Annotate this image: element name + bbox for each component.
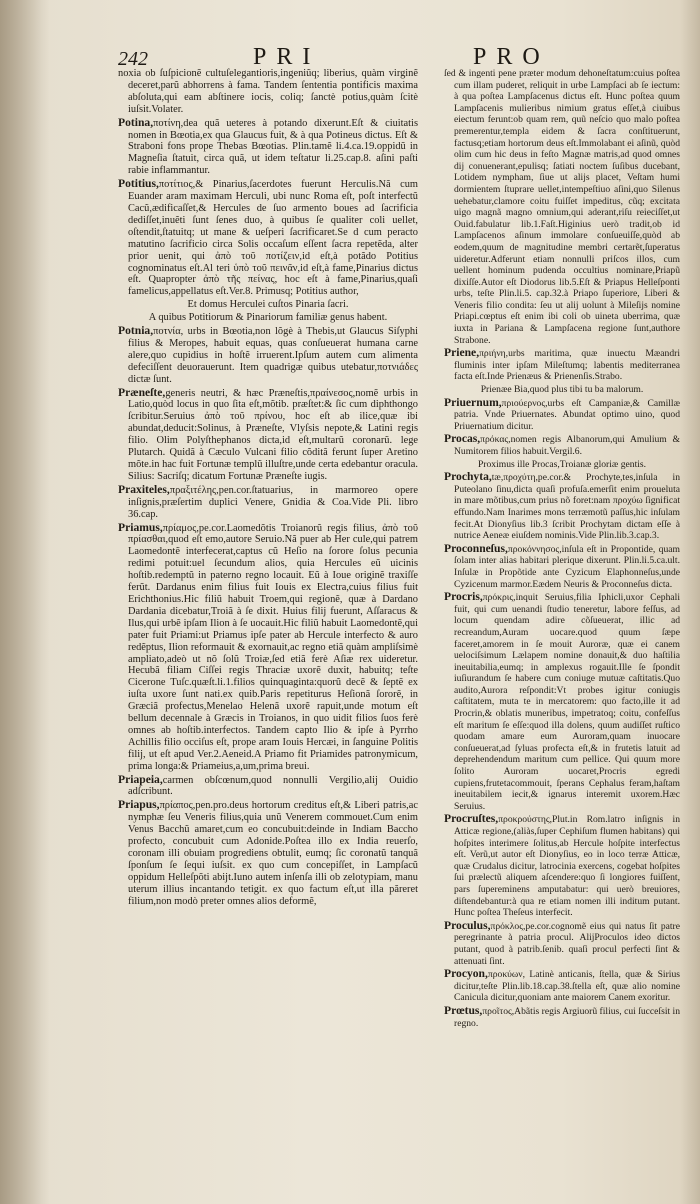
right-running-head: PRO: [473, 44, 550, 70]
entry-text: carmen obſcœnum,quod nonnulli Vergilio,alij Ouidio adſcribunt.: [128, 774, 418, 798]
verse-quote: Proximus ille Procas,Troianæ gloriæ gentis.: [477, 458, 647, 470]
entry-text: προκόννησος,inſula eſt in Propontide, quam ſolam inter alias habitari plerique dixerunt. Plin.li.5.ca.ult. Inſulæ in Propõtide ante Cyzicum Elaphonneſus,unde Cyzicenum marmor.Eædem Neuris & Proconneſus dicta.: [454, 543, 680, 590]
entry-text: πριούερνος,urbs eſt Campaniæ,& Camillæ patria. Vnde Priuernates. Abundat optimo uino, quod Priuernatium dicitur.: [454, 397, 680, 432]
entry-headword: Prochyta,: [444, 470, 492, 484]
dictionary-entry: [118, 799, 418, 907]
left-column: [118, 68, 418, 909]
entry-headword: Priene,: [444, 346, 480, 360]
entry-headword: Priuernum,: [444, 395, 502, 409]
entry-headword: Præneſte,: [118, 385, 166, 399]
dictionary-entry: [444, 433, 680, 457]
entry-text: προκρούστης,Plut.in Rom.latro inſignis in Atticæ regione,(aliàs,ſuper Cephiſum flumen habitans) qui hoſpites interimere ſolitus,ab Hercule hoſpite interfectus eſt. Verũ,ut autor eſt Dionyſius, eo in loco terræ Atticæ, quæ Crudalus dicitur, latrocinia exercens, cogebat hoſpites ſui prælectũ aliquem aſcendere:quo ſi longiores fuiſſent, pars ſupereminens amputabatur: qui uerò breuiores, diſtendebantur:à qua re etiam nomen illi inditum putant. Hunc poſtea Theſeus interfecit.: [454, 814, 680, 919]
entry-text: πρίαπος,pen.pro.deus hortorum creditus eſt,& Liberi patris,ac nymphæ ſeu Veneris filius,quia unũ Venerem commouet.Cum enim Venus Bacchũ amaret,cum eo concubuit:deinde in Indiam Baccho profecto, concubuit cum Adonide.Poſtea illo ex India reuerſo, coronam illi obuiam progrediens obtulit, eumq; ſic coronatũ tanquã ſponſum ſe ſequi iuſsit. ex quo cum concepiſſet, in Lampſacũ oppidum Helleſpõti abijt.Iuno autem inſenſa illi ob zelotypiam, manu uterum illius incantando tetigit. ex quo factum eſt,ut illa păreret filium,non modò preter omnes alios deformẽ,: [128, 800, 418, 907]
entry-text: πρόκλος,pe.cor.cognomẽ eius qui natus ſit patre peregrinante à patria procul. AlijProculos ideo dictos putant, quod à patrib.ſenib. quaſi procul perfecti ſint & attenuati ſint.: [454, 920, 680, 967]
entry-text: ποτίνη,dea quã ueteres à potando dixerunt.Eſt & ciuitatis nomen in Bœotia,ex qua Glaucus fuit, & à qua Potineus dictus. Eſt & Straboni fons prope Thebas Bœotias. Plin.tamẽ li.4.ca.19.oppidũ in Magneſia ſtatuit, circa quã, ut idem teſtatur li.25.cap.8. aſini paſti rabie inflammantur.: [128, 117, 418, 177]
dictionary-entry: [118, 325, 418, 386]
entry-continuation: [444, 68, 680, 346]
entry-headword: Procyon,: [444, 967, 488, 981]
verse-quote: A quibus Potitiorum & Pinariorum familiæ genus habent.: [148, 312, 388, 324]
entry-text: προκύων, Latinè anticanis, ſtella, quæ & Sirius dicitur,teſte Plin.lib.18.cap.38.ſtella eſt, quæ alio nomine Canicula dicitur,quoniam ante maiorem Canem exoritur.: [454, 969, 680, 1004]
entry-headword: Potina,: [118, 115, 154, 129]
entry-text: ποτίτιος,& Pinarius,ſacerdotes fuerunt Herculis.Nã cum Euander aram maximam Herculi, ubi nunc Roma eſt, poſt interfectũ Cacũ,ædificaſſet,& Hercules de ſuo armento boues ad ſacrificia dediſſet,inuẽti ſunt ſenes duo, à quibus ſe qualiter coli uellet, oſtendit,ſtatuitq; ut mane & ueſperi ſacrificaret.Se d cum peracto matutino ſacrificio circa Solis occaſum eſſent ſacra repetẽda, alter prior uenit, qui ἀπὸ τοῦ ποτίζειν,id eſt,à potãdo Potitius cognominatus eſt.Al teri ὑπὸ τοῦ πεινᾶν,id eſt,à fame,Pinarius dictus eſt. Quapropter ἀπὸ τῆς πείνας, hoc eſt à fame,Pinarius,quaſi famelicus,appellatus eſt.Ver.8. Primusq; Potitius author,: [128, 179, 418, 298]
entry-headword: Procruſtes,: [444, 812, 499, 826]
entry-headword: Priapus,: [118, 798, 160, 812]
entry-text: πρόκας,nomen regis Albanorum,qui Amulium & Numitorem filios habuit.Vergil.6.: [454, 434, 680, 457]
right-column: [444, 68, 680, 1030]
verse-quote: Prienæe Bia,quod plus tibi tu ba malorum.: [480, 384, 644, 396]
entry-headword: Proconneſus,: [444, 541, 508, 555]
dictionary-entry: [444, 968, 680, 1004]
dictionary-entry: [118, 522, 418, 773]
verse-quote: Et domus Herculei cuſtos Pinaria ſacri.: [187, 299, 349, 311]
dictionary-entry: [118, 387, 418, 483]
page-edge: [680, 0, 700, 1204]
entry-headword: Proculus,: [444, 918, 491, 932]
dictionary-entry: [118, 774, 418, 799]
entry-text: noxia ob ſuſpicionẽ cultuſelegantioris,ingeniũq; liberius, quàm virginẽ deceret,parũ abhorrens à fama. Tandem ſententia pontificis maxima abſoluta,qui eam abſtinere iocis, coliq; ſanctè potius,quàm ſcitè iuſsit.Volater.: [118, 68, 418, 115]
dictionary-entry: [118, 178, 418, 298]
page-header: [118, 44, 640, 70]
dictionary-entry: [444, 1005, 680, 1029]
dictionary-entry: [444, 813, 680, 918]
dictionary-entry: [444, 471, 680, 542]
entry-headword: Praxiteles,: [118, 482, 170, 496]
entry-headword: Potitius,: [118, 177, 159, 191]
entry-text: ποτνία, urbs in Bœotia,non lõgè à Thebis,ut Glaucus Siſyphi filius & Meropes, habuit equas, quas conſueuerat humana carne alere,quo cupidius in hoſtẽ irruerent.Ipſum autem cum alimenta defeciſſent deuorauerunt. Item quadrigæ quibus utebatur,ποτνιάδες dictæ ſunt.: [128, 326, 418, 385]
entry-text: tæ,προχύτη,pe.cor.& Prochyte,tes,inſula in Puteolano ſinu,dicta quaſi profuſa.emerſit enim proueluta in mare mõtibus,cum prius nõ foret:nam προχύω ſignificat effundo.Nam Inarimes mons terræmotũ paſſus,hic inſulam fecit.At Dionyſius lib.3 ſcribit Prochytam dictam eſſe à nutrice Aeneæ eiuſdem nominis.Vide Plin.lib.3.cap.3.: [454, 472, 680, 542]
entry-text: ſed & ingenti pene præter modum dehoneſtatum:cuius poſtea cum illam puderet, reliquit in urbe Lampſaci ab ſe iectum: à qua poſtea Lampſacenus dictus eſt. Hunc poſtea quum Lampſacenis mulieribus nimium gratus eſſet,à ciuibus eiectum ferunt:ob quam rem, quũ neſcio quo malo poſtea premerentur,templa eidem & ſacra conſtituerunt, factusq;etiam hortorum deus eſt.Immolabant ei aſinũ, quòd olim cum hic deus in feſto Magnæ matris,ad quod omnes dij conuenerant,epulisq; ſatiati noctem ſuſibus ducebant, Lotidem nympham, ſiue ut alijs placet, Veſtam humi dormientem ſtuprare uellet,intempeſtiuo aſini,quo Silenus uehebatur,clamore coitu fuiſſet impeditus, cũq; excitata uigo magnã magno omnium,qui aderant,riſu reieciſſet,ut Ouid.fabulatur lib.1.Faſt.Higinius uerò tradit,ob id Lampſacenos aſinum immolare conſueuiſſe,quòd ab eodem,quum de magnitudine membri certarẽt,ſuperatus uideretur.Adferunt etiam nonnulli priſcos illos, cum uellent hominum pudenda occultius nominare,Priapũ dixiſſe.Autor eſt Diodorus lib.5.Eſt & Priapus Helleſponti urbs, teſte Plin.li.5. cap.32.à Priapo ſuperiore, Liberi & Veneris filio condita: ſeu ut alij uolunt à Mileſijs nomine Priapi.cœptus eſt enim ibi coli ob uineta uberrima, quæ iuxta in Pariana & Lampſacena regione ſunt,authore Strabone.: [444, 68, 680, 346]
dictionary-entry: [444, 543, 680, 590]
entry-text: πρίαμος,pe.cor.Laomedõtis Troianorũ regis filius, ἀπὸ τοῦ πρίασθαι,quod eſt emo,autore Seruio.Nã puer ab Her cule,qui patrem Laomedontẽ interfecerat,captus cũ Heſio na ſorore ſolus pecunia redimi potuit:uel ſecundum alios, quia Hercules eũ uicinis hoſtib.redemptũ in paterno regno locauit. Eũ à Ioue originẽ traxiſſe ferũt. Dardanus enim filius fuit Iouis ex Electra,cuius filius fuit Erichthonius.Hic filiũ habuit Troem,qui regionẽ, quæ à Dardano Dardania dicebatur,Troiã à ſe dixit. Huius filij fuerunt, Aſſaracus & Ilus,qui urbẽ ipſam Ilion à ſe uocauit.Hic filiũ habuit Laomedontẽ,qui pater fuit Priami:ut Priamus ipſe pater ab Hercule interfecto & auro redẽptus, Ilion reformauit & exornauit,ac regno etiã quàm ampliſsimè ampliato,adeò ut nõ ſolũ Troiæ,ſed etiã ferè Aſiæ rex uideretur. Hecubã filiam Ciſſei regis Thraciæ uxorẽ duxit, habuitq; teſte Cicerone Tuſc.quæſt.li.1.filios quinquaginta:quorũ decẽ & ſeptẽ ex iuſta uxore ſunt nati.ex quib.Paris repetiturus Heſionã ſororẽ, in Græciã profectus,Menelao Helenã uxorẽ rapuit,unde motum eſt bellum decennale à Græcis in Troianos, in quo uidit filios ſuos ferè omnes ab hoſtib.interfectos. Tandem capto Ilio & ipſe à Pyrrho Achillis filio occiſus eſt, prope aram Iouis Hercæi, in ſanguine Politis filij, ut eſt apud Ver.2.Aeneid.A Priamo fit Priamides patronymicum, prima longa:& Priameius,a,um,prima breui.: [128, 522, 418, 772]
entry-continuation: [118, 68, 418, 116]
dictionary-entry: [444, 591, 680, 812]
left-running-head: PRI: [253, 44, 321, 70]
entry-headword: Procris,: [444, 590, 483, 604]
entry-text: πριήνη,urbs maritima, quæ inuectu Mæandri fluminis inter ipſam Mileſtumq; labentis mediterranea facta eſt.Inde Prienæus & Prienenſis.Strabo.: [454, 348, 680, 383]
dictionary-entry: [444, 920, 680, 967]
entry-headword: Priapeia,: [118, 772, 163, 786]
dictionary-entry: [444, 347, 680, 383]
entry-text: generis neutri, & hæc Præneſtis,πραίνεσος,nomẽ urbis in Latio,quòd locus in quo ſita eſt,mõtib. præſtet:& ſic cum diphthongo ſcribitur.Seruius ἀπὸ τοῦ πρίνου, hoc eſt ab ilice,quæ ibi abundat,deducit:Solinus, à Præneſte, Vlyſsis nepote,& Latini regis filio. Olim Polyſthephanos dicta,id eſt,multarũ coronarũ. lege Plutarch. Quidã à Cæculo Vulcani filio cõditã ferunt ſuper Aretino mõte.in hac fuit Fortunæ templũ illuſtre,unde certa edebantur oracula. Silius: Sacriſq; dicatum Fortunæ Præneſte iugis.: [128, 387, 418, 482]
page-number: 242: [118, 48, 148, 70]
entry-headword: Procas,: [444, 432, 481, 446]
entry-headword: Priamus,: [118, 520, 163, 534]
entry-text: πραξιτέλης,pen.cor.ſtatuarius, in marmoreo opere inſignis,præſertim duplici Venere, Gnidia & Coa.Vide Pli. libro 36.cap.: [128, 484, 418, 520]
dictionary-entry: [118, 484, 418, 521]
entry-headword: Prœtus,: [444, 1003, 483, 1017]
dictionary-entry: [444, 397, 680, 433]
dictionary-entry: [118, 117, 418, 178]
entry-headword: Potnia,: [118, 324, 154, 338]
entry-text: πρόκρις,inquit Seruius,filia Iphicli,uxor Cephali fuit, qui cum uenandi ſtudio teneretur, labore feſſus, ad locum quendam adire cõſueuerat, illic ad recreandum,Auram uocare.quod quum ſæpe faceret,amorem in ſe mouit Auroræ, quæ ei canem uelociſsimum Lælapem nomine donauit,& duo haſtilia ineuitabilia,eumq; in amplexus rogauit.Ille ſe ſpondit iuſiurandum ſe habere cum coniuge mutuæ caſtitatis.Quo audito,Aurora reſpondit:Vt probes igitur coniugis caſtitatem, muta te in mercatorem: quo facto,ille it ad Procrin,& oblatis muneribus, impetratoq; coitu, confeſſus eſt maritum ſe eſſe:quod illa dolens, quum audiſſet ruſtico quodam amare eum Auroram,quam inuocare conſueuerat,ad ſyluas profecta eſt,& in frutetis latuit ad deprehendendum maritum cum pellice. Qui quum more ſolito Auroram uocaret,Procris egredi cupiens,frutetacommouit, ſperans Cephalus feram,haſtam ineuitabilem iecit,& ignarus interemit uxorem.Hæc Seruius.: [454, 592, 680, 812]
gutter-shadow: [0, 0, 50, 1204]
entry-text: προῖτος,Abãtis regis Argiuorũ filius, cui ſucceſsit in regno.: [454, 1005, 681, 1029]
